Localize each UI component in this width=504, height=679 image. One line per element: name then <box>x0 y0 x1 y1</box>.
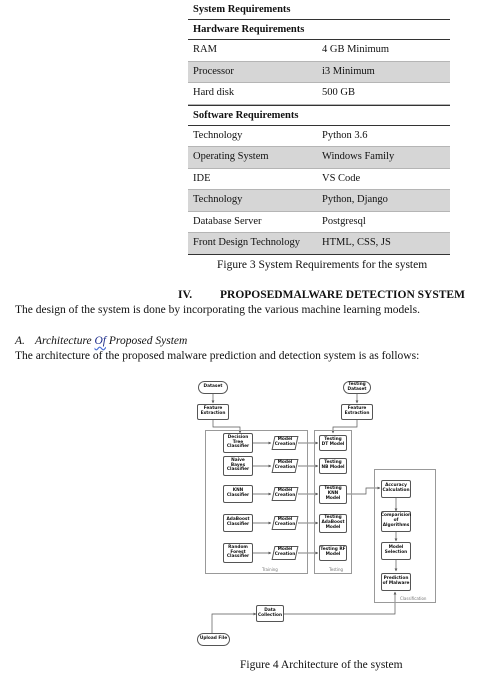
req-value: Python 3.6 <box>322 129 368 141</box>
node-label: Comparision of Algorithms <box>380 513 412 528</box>
table-row <box>188 233 450 255</box>
figure-3-caption: Figure 3 System Requirements for the system <box>217 259 428 271</box>
testing-nb-model-node <box>319 458 347 474</box>
table-row <box>188 147 450 169</box>
testing-dt-model-node <box>319 435 347 451</box>
node-label: Random Forest Classifier <box>226 544 250 560</box>
subsection-title-part: Proposed System <box>106 335 188 347</box>
req-value: Windows Family <box>322 151 395 162</box>
table-row <box>188 40 450 62</box>
req-value: Postgresql <box>322 215 366 227</box>
adaboost-classifier-node <box>223 514 253 532</box>
accuracy-calculation-node <box>381 480 411 498</box>
random-forest-classifier-node <box>223 543 253 563</box>
node-label: Testing RF Model <box>320 547 346 557</box>
paragraph-design: The design of the system is done by incorporating the various machine learning models. <box>15 304 420 316</box>
req-value: Python, Django <box>322 194 388 205</box>
req-key: RAM <box>193 44 217 55</box>
feature-extraction-right-node <box>341 404 373 420</box>
section-number: IV. <box>178 289 193 301</box>
section-title: PROPOSEDMALWARE DETECTION SYSTEM <box>220 289 465 301</box>
comparision-of-algorithms-node <box>381 511 411 532</box>
section-system-requirements: System Requirements <box>193 4 291 15</box>
req-key: Technology <box>193 129 243 141</box>
req-key: Processor <box>193 65 234 77</box>
upload-file-node <box>197 633 230 646</box>
req-key: Operating System <box>193 151 269 162</box>
node-label: Data Collection <box>257 607 283 618</box>
req-value: 500 GB <box>322 87 355 98</box>
node-label: Model Creation <box>274 460 296 470</box>
knn-classifier-node <box>223 485 253 503</box>
req-value: VS Code <box>322 172 361 184</box>
node-label: Naive Bayes Classifier <box>226 457 250 473</box>
node-label: Decision Tree Classifier <box>226 434 250 450</box>
node-label: Model Creation <box>274 547 296 557</box>
subsection-heading <box>15 335 187 347</box>
subsection-title-part: Architecture <box>35 335 95 347</box>
dataset-node <box>198 381 228 394</box>
feature-extraction-left-node <box>197 404 229 420</box>
subsection-title-part: Of <box>94 335 106 347</box>
table-row <box>188 190 450 212</box>
node-label: Testing Dataset <box>347 381 367 392</box>
node-label: Upload File <box>199 636 228 642</box>
prediction-of-malware-node <box>381 573 411 591</box>
node-label: Testing AdaBoost Model <box>321 515 345 530</box>
testing-group-label: Testing <box>329 567 344 572</box>
req-value: i3 Minimum <box>322 65 375 77</box>
section-software-requirements: Software Requirements <box>193 109 299 121</box>
req-key: Technology <box>193 194 243 205</box>
node-label: Testing NB Model <box>321 460 345 470</box>
subsection-letter: A. <box>15 335 25 347</box>
node-label: KNN Classifier <box>226 488 250 498</box>
testing-rf-model-node <box>319 545 347 561</box>
table-row <box>188 126 450 148</box>
testing-knn-model-node <box>319 485 347 504</box>
model-selection-node <box>381 542 411 560</box>
table-row <box>188 83 450 105</box>
node-label: AdaBoost Classifier <box>226 517 250 527</box>
req-value: HTML, CSS, JS <box>322 237 391 248</box>
req-key: Hard disk <box>193 87 235 98</box>
figure-4-caption: Figure 4 Architecture of the system <box>240 659 403 671</box>
paragraph-architecture: The architecture of the proposed malware prediction and detection system is as follows: <box>15 350 420 362</box>
table-row <box>188 62 450 84</box>
table-row <box>188 169 450 191</box>
node-label: Model Creation <box>274 488 296 498</box>
node-label: Model Creation <box>274 517 296 527</box>
model-creation-node <box>273 487 297 501</box>
node-label: Dataset <box>203 384 223 390</box>
req-key: IDE <box>193 172 211 184</box>
node-label: Testing DT Model <box>321 437 345 447</box>
data-collection-node <box>256 605 284 622</box>
node-label: Model Selection <box>384 545 408 555</box>
node-label: Feature Extraction <box>200 406 226 416</box>
model-creation-node <box>273 546 297 560</box>
training-group-label: Training <box>262 567 278 572</box>
node-label: Testing KNN Model <box>324 486 342 501</box>
testing-adaboost-model-node <box>319 514 347 533</box>
model-creation-node <box>273 459 297 473</box>
node-label: Accuracy Calculation <box>382 483 410 493</box>
naive-bayes-classifier-node <box>223 456 253 476</box>
decision-tree-classifier-node <box>223 433 253 453</box>
req-value: 4 GB Minimum <box>322 44 390 55</box>
section-hardware-requirements: Hardware Requirements <box>193 24 305 35</box>
model-creation-node <box>273 516 297 530</box>
section-heading <box>178 289 465 301</box>
node-label: Model Creation <box>274 437 296 447</box>
req-key: Database Server <box>193 215 262 227</box>
table-row <box>188 212 450 234</box>
model-creation-node <box>273 436 297 450</box>
testing-dataset-node <box>343 381 371 394</box>
requirements-table <box>188 0 450 255</box>
req-key: Front Design Technology <box>193 237 300 248</box>
classification-group-label: Classification <box>400 596 427 601</box>
node-label: Feature Extraction <box>344 406 370 416</box>
node-label: Prediction of Malware <box>382 576 410 586</box>
